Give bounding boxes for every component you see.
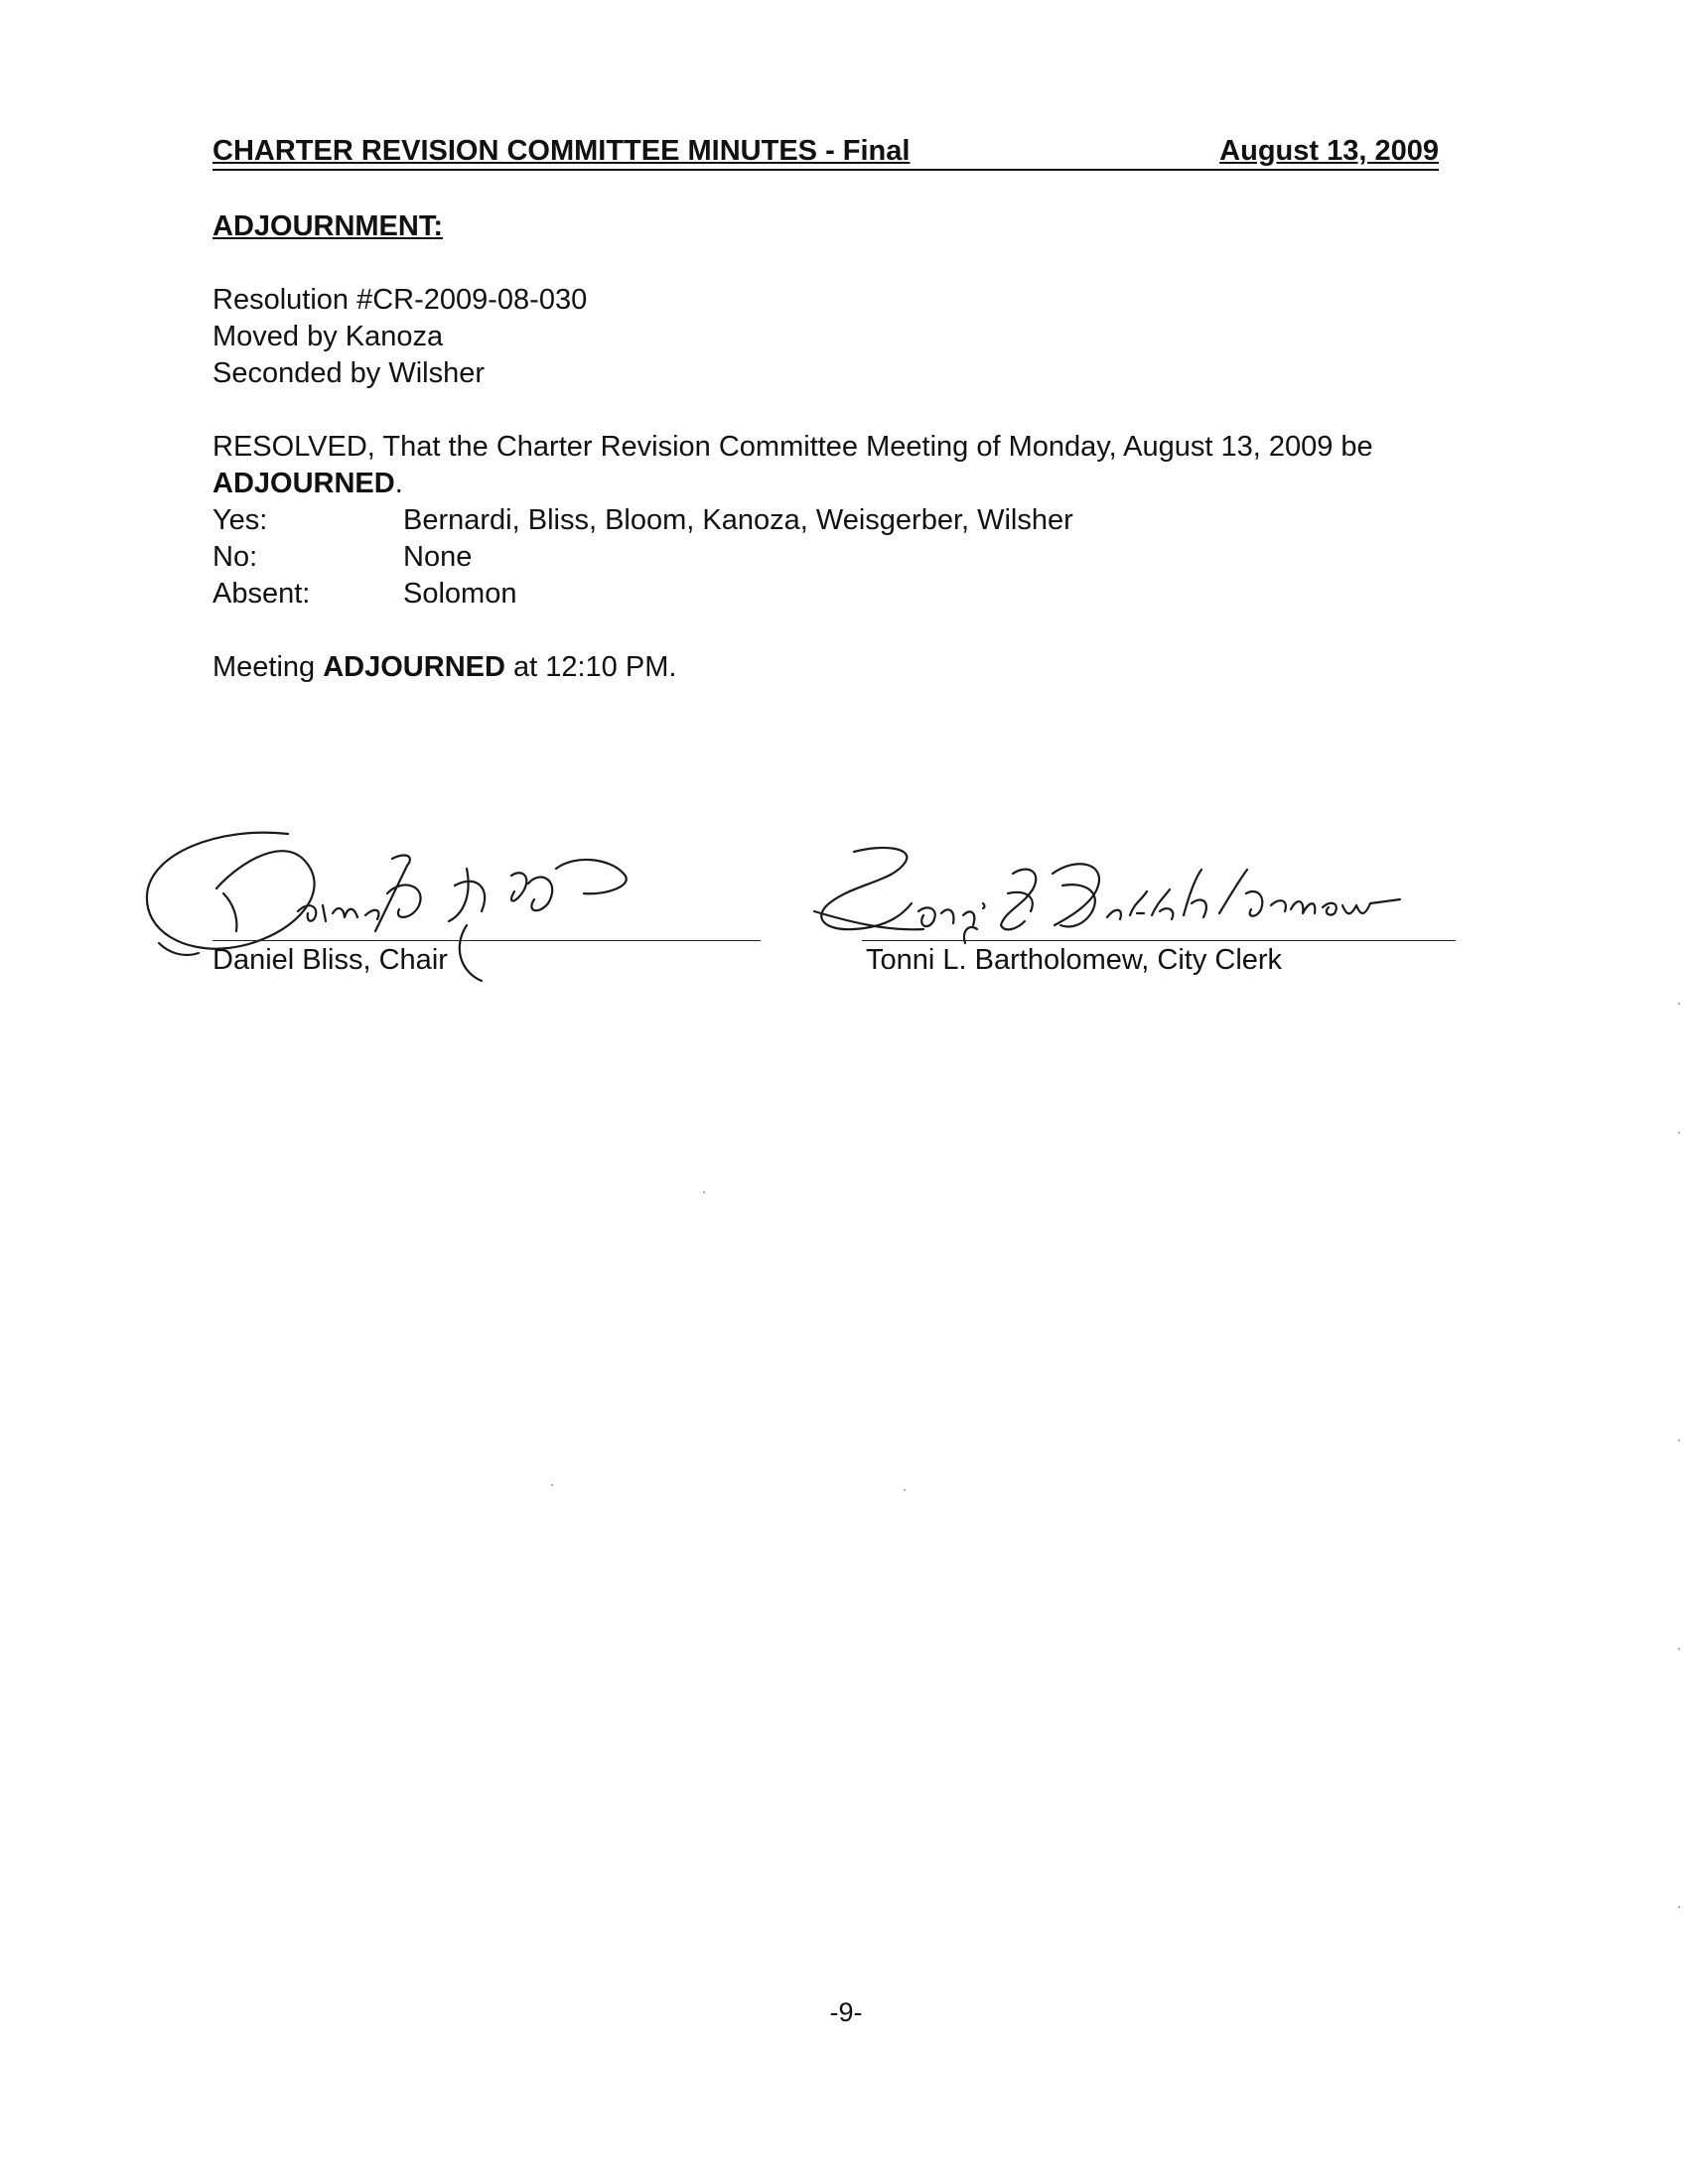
- section-heading-text: ADJOURNMENT: [212, 210, 434, 242]
- page-header: [212, 133, 1439, 171]
- resolved-paragraph: [212, 429, 1503, 502]
- vote-value: Solomon: [403, 578, 517, 610]
- resolved-bold-word: ADJOURNED: [212, 468, 395, 499]
- scan-speck: [551, 1484, 553, 1486]
- scan-speck: [1678, 1648, 1680, 1650]
- clerk-signature-line: [862, 940, 1456, 941]
- resolution-seconded-by: Seconded by Wilsher: [212, 357, 486, 389]
- vote-value: None: [403, 541, 473, 573]
- resolved-text: RESOLVED, That the Charter Revision Committee Meeting of Monday, August 13, 2009 be: [212, 431, 1373, 463]
- clerk-caption: Tonni L. Bartholomew, City Clerk: [866, 944, 1283, 976]
- scan-speck: [1678, 1439, 1680, 1441]
- scan-speck: [703, 1191, 705, 1193]
- document-title: CHARTER REVISION COMMITTEE MINUTES - Final: [212, 135, 911, 167]
- vote-label: No:: [212, 541, 258, 573]
- vote-value: Bernardi, Bliss, Bloom, Kanoza, Weisgerber, Wilsher: [403, 504, 1073, 536]
- vote-label: Absent:: [212, 578, 311, 610]
- resolution-moved-by: Moved by Kanoza: [212, 321, 444, 352]
- vote-label: Yes:: [212, 504, 268, 536]
- meeting-adjourned-line: [212, 649, 676, 686]
- section-heading: [212, 208, 443, 245]
- resolution-number: Resolution #CR-2009-08-030: [212, 284, 588, 316]
- page-number: -9-: [829, 1997, 863, 2027]
- chair-signature-line: [212, 940, 761, 941]
- scan-speck: [1678, 1132, 1680, 1134]
- meeting-suffix: at 12:10 PM.: [504, 651, 677, 683]
- resolution-block: [212, 282, 587, 392]
- resolved-end: .: [394, 468, 403, 499]
- document-date: August 13, 2009: [1219, 135, 1439, 167]
- section-heading-colon: :: [433, 210, 444, 242]
- chair-caption: Daniel Bliss, Chair: [212, 944, 448, 976]
- meeting-bold-word: ADJOURNED: [323, 651, 505, 683]
- scan-speck: [1678, 1003, 1680, 1005]
- meeting-prefix: Meeting: [212, 651, 324, 683]
- scan-speck: [904, 1489, 906, 1491]
- scan-speck: [1678, 1906, 1680, 1908]
